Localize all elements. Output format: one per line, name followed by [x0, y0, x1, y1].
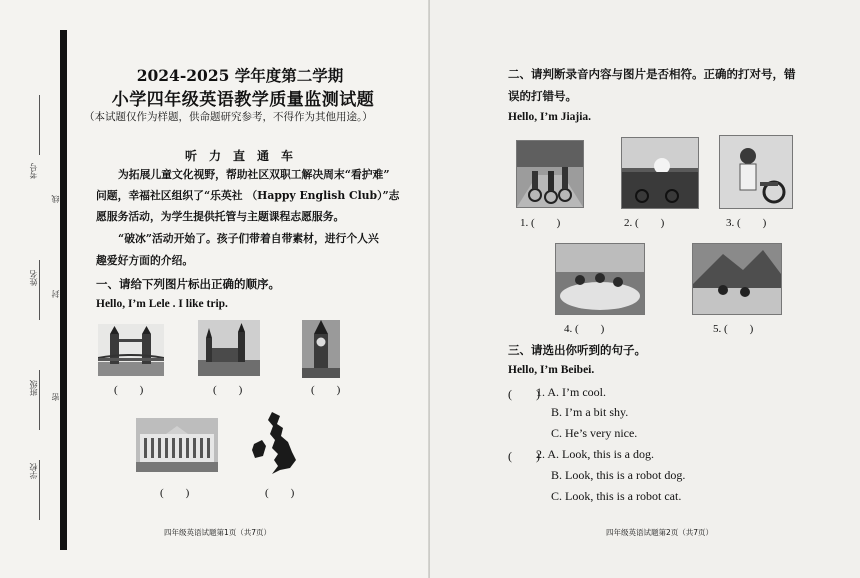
- order-bracket[interactable]: ( ): [160, 487, 190, 499]
- answer-blank-2[interactable]: ( ): [508, 449, 540, 463]
- judge-item-3[interactable]: 3. ( ): [726, 217, 767, 229]
- boy-with-bike-photo: [719, 135, 793, 209]
- judge-item-4[interactable]: 4. ( ): [564, 323, 605, 335]
- cycling-family-photo: [516, 140, 584, 208]
- judge-item-5[interactable]: 5. ( ): [713, 323, 754, 335]
- order-bracket[interactable]: ( ): [213, 384, 243, 396]
- buckingham-palace-picture: [136, 418, 218, 472]
- class-label: 班级: [29, 380, 38, 396]
- option-2c: C. Look, this is a robot cat.: [551, 489, 682, 503]
- answer-blank-1[interactable]: ( ): [508, 387, 540, 401]
- question-3-title: 三、请选出你听到的句子。: [508, 343, 646, 357]
- judge-item-1[interactable]: 1. ( ): [520, 217, 561, 229]
- question-2-title: 二、请判断录音内容与图片是否相符。正确的打对号，错: [508, 67, 796, 81]
- name-label: 姓名: [29, 270, 38, 286]
- page-footer: 四年级英语试题第2页（共7页）: [606, 528, 714, 537]
- school-label: 学校: [29, 463, 38, 479]
- westminster-picture: [198, 320, 260, 376]
- binding-line: [39, 460, 40, 520]
- picnic-family-photo: [555, 243, 645, 315]
- option-1a: 1. A. I’m cool.: [536, 385, 606, 399]
- question-3-intro: Hello, I’m Beibei.: [508, 364, 595, 376]
- binding-line: [39, 370, 40, 430]
- option-1b: B. I’m a bit shy.: [551, 405, 629, 419]
- section-header: 听 力 直 通 车: [185, 149, 294, 163]
- order-bracket[interactable]: ( ): [311, 384, 341, 396]
- xian-label: 线: [51, 195, 60, 203]
- exam-note: （本试题仅作为样题，供命题研究参考，不得作为其他用途。）: [84, 111, 373, 123]
- exam-title: 小学四年级英语教学质量监测试题: [111, 90, 375, 110]
- feng-label: 封: [51, 290, 60, 298]
- big-ben-picture: [302, 320, 340, 378]
- uk-map-picture: [250, 410, 302, 478]
- intro-line: “破冰”活动开始了。孩子们带着自带素材，进行个人兴: [118, 232, 379, 245]
- question-1-intro: Hello, I’m Lele . I like trip.: [96, 298, 228, 310]
- judge-item-2[interactable]: 2. ( ): [624, 217, 665, 229]
- exam-number-label: 考号: [29, 163, 38, 179]
- binding-line: [39, 95, 40, 155]
- intro-line: 愿服务活动，为学生提供托管与主题课程志愿服务。: [96, 210, 345, 223]
- binding-bar: [60, 30, 67, 550]
- exam-page-2: [430, 0, 860, 578]
- beach-cycling-photo: [621, 137, 699, 209]
- binding-line: [39, 260, 40, 320]
- mountain-picnic-photo: [692, 243, 782, 315]
- tower-bridge-picture: [98, 324, 164, 376]
- mi-label: 密: [51, 393, 60, 401]
- intro-line: 问题，幸福社区组织了“乐英社 （Happy English Club）”志: [96, 189, 400, 202]
- question-2-title-cont: 误的打错号。: [508, 89, 577, 103]
- intro-line: 趣爱好方面的介绍。: [96, 254, 194, 267]
- option-2a: 2. A. Look, this is a dog.: [536, 447, 655, 461]
- question-1-title: 一、请给下列图片标出正确的顺序。: [96, 277, 280, 291]
- question-2-intro: Hello, I’m Jiajia.: [508, 111, 592, 123]
- intro-line: 为拓展儿童文化视野，帮助社区双职工解决周末“看护难”: [118, 168, 390, 181]
- page-footer: 四年级英语试题第1页（共7页）: [164, 528, 272, 537]
- order-bracket[interactable]: ( ): [114, 384, 144, 396]
- exam-title-year: 2024-2025 学年度第二学期: [136, 66, 344, 85]
- order-bracket[interactable]: ( ): [265, 487, 295, 499]
- option-1c: C. He’s very nice.: [551, 426, 638, 440]
- option-2b: B. Look, this is a robot dog.: [551, 468, 686, 482]
